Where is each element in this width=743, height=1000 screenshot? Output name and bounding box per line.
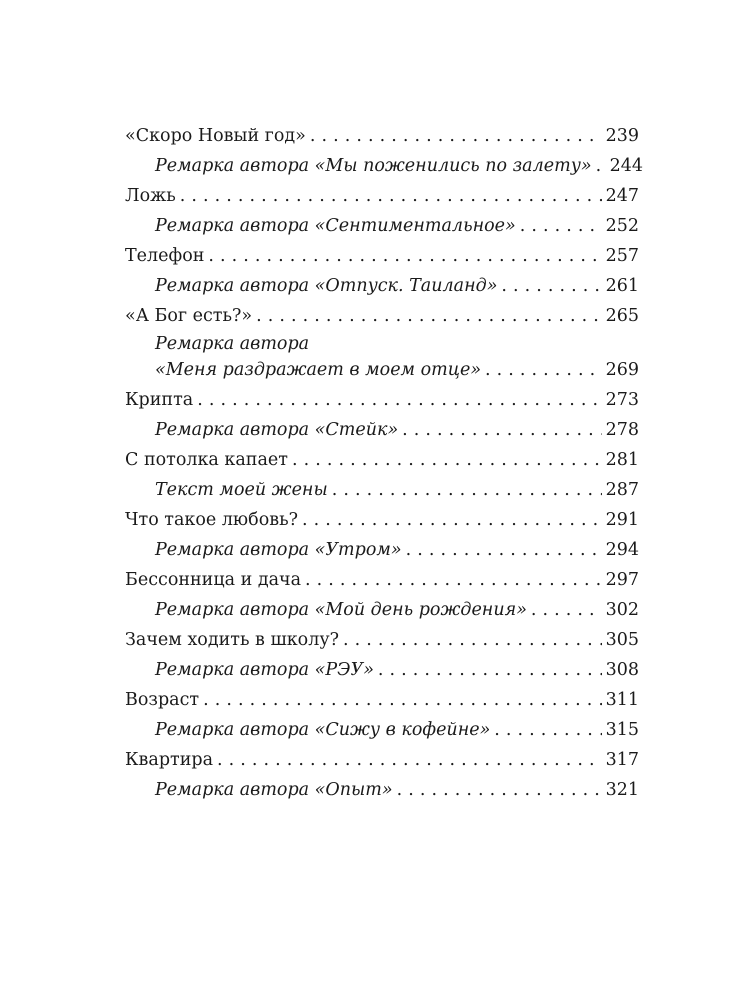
dot-leader: [197, 385, 601, 415]
toc-page-number: 244: [609, 156, 643, 176]
toc-page-number: 261: [605, 276, 639, 296]
toc-page-number: 291: [605, 510, 639, 530]
toc-entry-title-line2: «Меня раздражает в моем отце»: [155, 360, 482, 380]
toc-subentry[interactable]: [125, 775, 639, 805]
toc-page-number: 308: [605, 660, 639, 680]
toc-entry[interactable]: [125, 445, 639, 475]
dot-leader: [520, 211, 602, 241]
toc-page-number: 257: [605, 246, 639, 266]
toc-entry-title: «А Бог есть?»: [125, 306, 253, 326]
toc-page-number: 247: [605, 186, 639, 206]
dot-leader: [217, 745, 602, 775]
toc-entry-title: Ложь: [125, 186, 176, 206]
toc-entry[interactable]: [125, 121, 639, 151]
toc-page-number: 265: [605, 306, 639, 326]
toc-entry-title: Ремарка автора «Отпуск. Таиланд»: [155, 276, 498, 296]
dot-leader: [494, 715, 601, 745]
toc-subentry[interactable]: [125, 595, 639, 625]
toc-page-number: 302: [605, 600, 639, 620]
toc-entry[interactable]: [125, 385, 639, 415]
dot-leader: [203, 685, 602, 715]
toc-entry-title: Телефон: [125, 246, 205, 266]
toc-entry[interactable]: [125, 625, 639, 655]
dot-leader: [180, 181, 602, 211]
toc-entry-title: С потолка капает: [125, 450, 288, 470]
toc-page-number: 273: [605, 390, 639, 410]
dot-leader: [378, 655, 602, 685]
toc-page-number: 311: [605, 690, 639, 710]
toc-entry-title: Что такое любовь?: [125, 510, 299, 530]
dot-leader: [596, 151, 606, 181]
toc-entry-title: Ремарка автора «Опыт»: [155, 780, 393, 800]
toc-subentry[interactable]: [125, 415, 639, 445]
toc-entry-title: Ремарка автора «Утром»: [155, 540, 402, 560]
toc-entry[interactable]: [125, 745, 639, 775]
toc-subentry[interactable]: [125, 151, 643, 181]
toc-page-number: 317: [605, 750, 639, 770]
toc-entry-title: Ремарка автора «Мы поженились по залету»: [155, 156, 592, 176]
table-of-contents: [125, 121, 643, 805]
toc-page-number: 315: [605, 720, 639, 740]
toc-subentry[interactable]: [125, 331, 639, 385]
dot-leader: [256, 301, 601, 331]
dot-leader: [332, 475, 602, 505]
toc-entry-title: Бессонница и дача: [125, 570, 302, 590]
toc-page-number: 281: [605, 450, 639, 470]
toc-entry-title: Возраст: [125, 690, 200, 710]
toc-entry-title: Ремарка автора «Мой день рождения»: [155, 600, 527, 620]
toc-entry-title: Ремарка автора «РЭУ»: [155, 660, 374, 680]
toc-entry[interactable]: [125, 301, 639, 331]
dot-leader: [292, 445, 602, 475]
dot-leader: [485, 357, 602, 383]
toc-subentry[interactable]: [125, 211, 639, 241]
toc-subentry[interactable]: [125, 475, 639, 505]
toc-entry-title: Квартира: [125, 750, 214, 770]
toc-entry[interactable]: [125, 565, 639, 595]
toc-subentry[interactable]: [125, 715, 639, 745]
dot-leader: [208, 241, 601, 271]
toc-page-number: 294: [605, 540, 639, 560]
dot-leader: [397, 775, 602, 805]
toc-page-number: 278: [605, 420, 639, 440]
toc-page-number: 297: [605, 570, 639, 590]
toc-entry-title: Ремарка автора «Сижу в кофейне»: [155, 720, 491, 740]
toc-subentry[interactable]: [125, 535, 639, 565]
dot-leader: [406, 535, 602, 565]
dot-leader: [302, 505, 602, 535]
dot-leader: [501, 271, 601, 301]
toc-entry-title: «Скоро Новый год»: [125, 126, 306, 146]
toc-page-number: 252: [605, 216, 639, 236]
toc-entry-title: Ремарка автора «Стейк»: [155, 420, 399, 440]
toc-entry-title-line1: Ремарка автора: [155, 334, 310, 354]
dot-leader: [531, 595, 602, 625]
toc-page-number: 269: [605, 360, 639, 380]
dot-leader: [310, 121, 602, 151]
toc-page-number: 287: [605, 480, 639, 500]
dot-leader: [402, 415, 601, 445]
toc-entry-title: Зачем ходить в школу?: [125, 630, 340, 650]
toc-page-number: 305: [605, 630, 639, 650]
toc-entry[interactable]: [125, 505, 639, 535]
toc-entry-title: Текст моей жены: [155, 480, 328, 500]
dot-leader: [343, 625, 602, 655]
toc-entry[interactable]: [125, 241, 639, 271]
dot-leader: [305, 565, 602, 595]
toc-entry[interactable]: [125, 685, 639, 715]
toc-subentry[interactable]: [125, 271, 639, 301]
toc-entry[interactable]: [125, 181, 639, 211]
toc-subentry[interactable]: [125, 655, 639, 685]
toc-entry-title: Ремарка автора «Сентиментальное»: [155, 216, 516, 236]
toc-page-number: 239: [605, 126, 639, 146]
toc-page-number: 321: [605, 780, 639, 800]
toc-entry-title: Крипта: [125, 390, 194, 410]
